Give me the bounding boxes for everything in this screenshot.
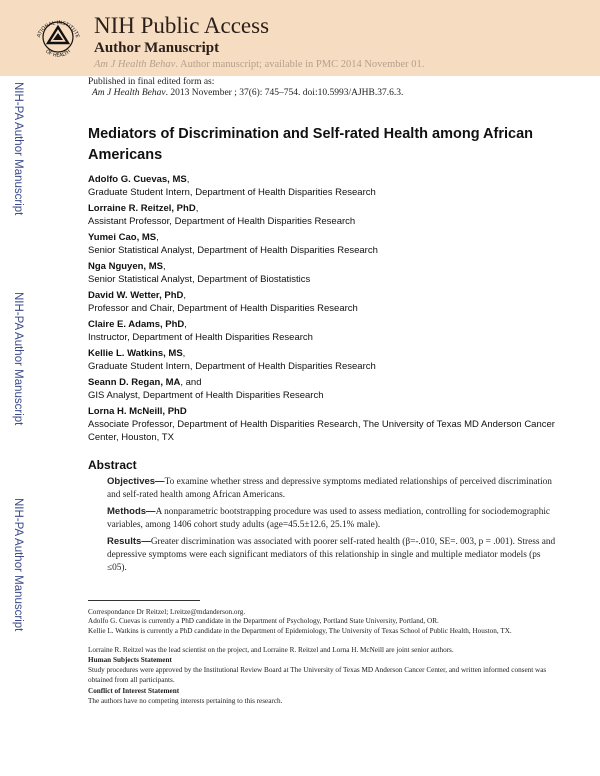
footnote-correspondence: Correspondance Dr Reitzel; Lreitze@mdanderson.org. <box>88 608 246 616</box>
published-citation <box>92 88 403 98</box>
conflict-heading: Conflict of Interest Statement <box>88 687 180 695</box>
abstract-methods <box>107 505 562 532</box>
author-suffix: , <box>184 319 187 330</box>
nih-seal-logo <box>34 3 82 67</box>
author-entry <box>88 405 558 444</box>
author-suffix: , and <box>180 377 202 388</box>
abstract-results <box>107 535 562 575</box>
author-name: Nga Nguyen, MS <box>88 261 163 272</box>
author-suffix: , <box>195 203 199 214</box>
author-affiliation: Graduate Student Intern, Department of Health Disparities Research <box>88 361 376 372</box>
author-affiliation: Assistant Professor, Department of Health Disparities Research <box>88 216 356 227</box>
author-affiliation: Associate Professor, Department of Health Disparities Research, The University of Texas MD Anderson Cancer Center, Houston, TX <box>88 419 555 443</box>
abstract-objectives <box>107 475 562 502</box>
author-name: Adolfo G. Cuevas, MS <box>88 174 187 185</box>
article-title: Mediators of Discrimination and Self-rated Health among African Americans <box>88 126 534 163</box>
author-suffix: , <box>156 232 159 243</box>
author-suffix: , <box>182 348 186 359</box>
published-in-label: Published in final edited form as: <box>88 77 215 87</box>
header-citation-journal: Am J Health Behav <box>94 59 176 70</box>
results-text: Greater discrimination was associated with poorer self-rated health (β=-.010, SE=. 003, p = .001). Stress and depressive symptoms were each significant mediators of this relationship in single and multiple mediator models (ps ≤05). <box>107 537 556 573</box>
author-manuscript-label: Author Manuscript <box>94 40 220 56</box>
header-citation-rest: . Author manuscript; available in PMC 2014 November 01. <box>175 59 425 70</box>
author-entry <box>88 347 558 373</box>
objectives-label: Objectives— <box>107 476 165 487</box>
objectives-text: To examine whether stress and depressive symptoms mediated relationships of perceived discrimination and self-rated health among African Americans. <box>107 477 552 500</box>
author-affiliation: Graduate Student Intern, Department of Health Disparities Research <box>88 187 376 198</box>
author-name: Lorna H. McNeill, PhD <box>88 406 187 417</box>
seal-text-bottom: OF HEALTH <box>44 48 72 59</box>
seal-text-top: ATIONAL INSTITUTE <box>35 20 81 39</box>
nih-header-banner <box>0 0 600 76</box>
header-citation <box>94 60 424 71</box>
side-label-top: NIH-PA Author Manuscript <box>12 82 24 216</box>
author-name: Yumei Cao, MS <box>88 232 157 243</box>
author-suffix: , <box>186 174 190 185</box>
conflict-text: The authors have no competing interests pertaining to this research. <box>88 697 283 705</box>
author-suffix: , <box>162 261 166 272</box>
footnote-note: Kellie L. Watkins is currently a PhD candidate in the Department of Epidemiology, The University of Texas School of Public Health, Houston, TX. <box>88 627 512 635</box>
author-entry <box>88 260 558 286</box>
human-subjects-text: Study procedures were approved by the Institutional Review Board at The University of Texas MD Anderson Cancer Center, and written informed consent was obtained from all participants. <box>88 666 547 684</box>
author-affiliation: Professor and Chair, Department of Health Disparities Research <box>88 303 358 314</box>
human-subjects-heading: Human Subjects Statement <box>88 656 172 664</box>
nih-public-access-title: NIH Public Access <box>94 13 270 38</box>
author-entry <box>88 202 558 228</box>
author-entry <box>88 173 558 199</box>
author-entry <box>88 376 558 402</box>
footnote-divider <box>88 600 200 601</box>
author-name: David W. Wetter, PhD <box>88 290 184 301</box>
methods-text: A nonparametric bootstrapping procedure was used to assess mediation, controlling for sociodemographic variables, among 1406 cohort study adults (age=45.5±12.6, 25.1% male). <box>107 507 551 530</box>
author-affiliation: GIS Analyst, Department of Health Disparities Research <box>88 390 324 401</box>
footnote-note: Adolfo G. Cuevas is currently a PhD candidate in the Department of Psychology, Portland State University, Portland, OR. <box>88 617 439 625</box>
author-suffix: , <box>183 290 187 301</box>
author-name: Kellie L. Watkins, MS <box>88 348 183 359</box>
author-name: Seann D. Regan, MA <box>88 377 181 388</box>
published-details: . 2013 November ; 37(6): 745–754. doi:10.5993/AJHB.37.6.3. <box>165 88 404 98</box>
svg-text:NATIONAL INSTITUTES <box>34 3 80 39</box>
author-affiliation: Senior Statistical Analyst, Department of Health Disparities Research <box>88 245 378 256</box>
methods-label: Methods— <box>107 506 156 517</box>
author-name: Lorraine R. Reitzel, PhD <box>88 203 196 214</box>
svg-text:OF HEALTH <box>44 48 72 58</box>
author-affiliation: Senior Statistical Analyst, Department of Biostatistics <box>88 274 311 285</box>
side-label-middle: NIH-PA Author Manuscript <box>12 292 24 426</box>
abstract-heading: Abstract <box>88 458 137 472</box>
results-label: Results— <box>107 536 151 547</box>
author-name: Claire E. Adams, PhD <box>88 319 185 330</box>
published-journal: Am J Health Behav <box>92 88 166 98</box>
side-label-bottom: NIH-PA Author Manuscript <box>12 498 24 632</box>
author-entry <box>88 231 558 257</box>
author-affiliation: Instructor, Department of Health Disparities Research <box>88 332 313 343</box>
author-entry <box>88 289 558 315</box>
footnote-note: Lorraine R. Reitzel was the lead scientist on the project, and Lorraine R. Reitzel and Lorna H. McNeill are joint senior authors. <box>88 646 454 654</box>
author-entry <box>88 318 558 344</box>
